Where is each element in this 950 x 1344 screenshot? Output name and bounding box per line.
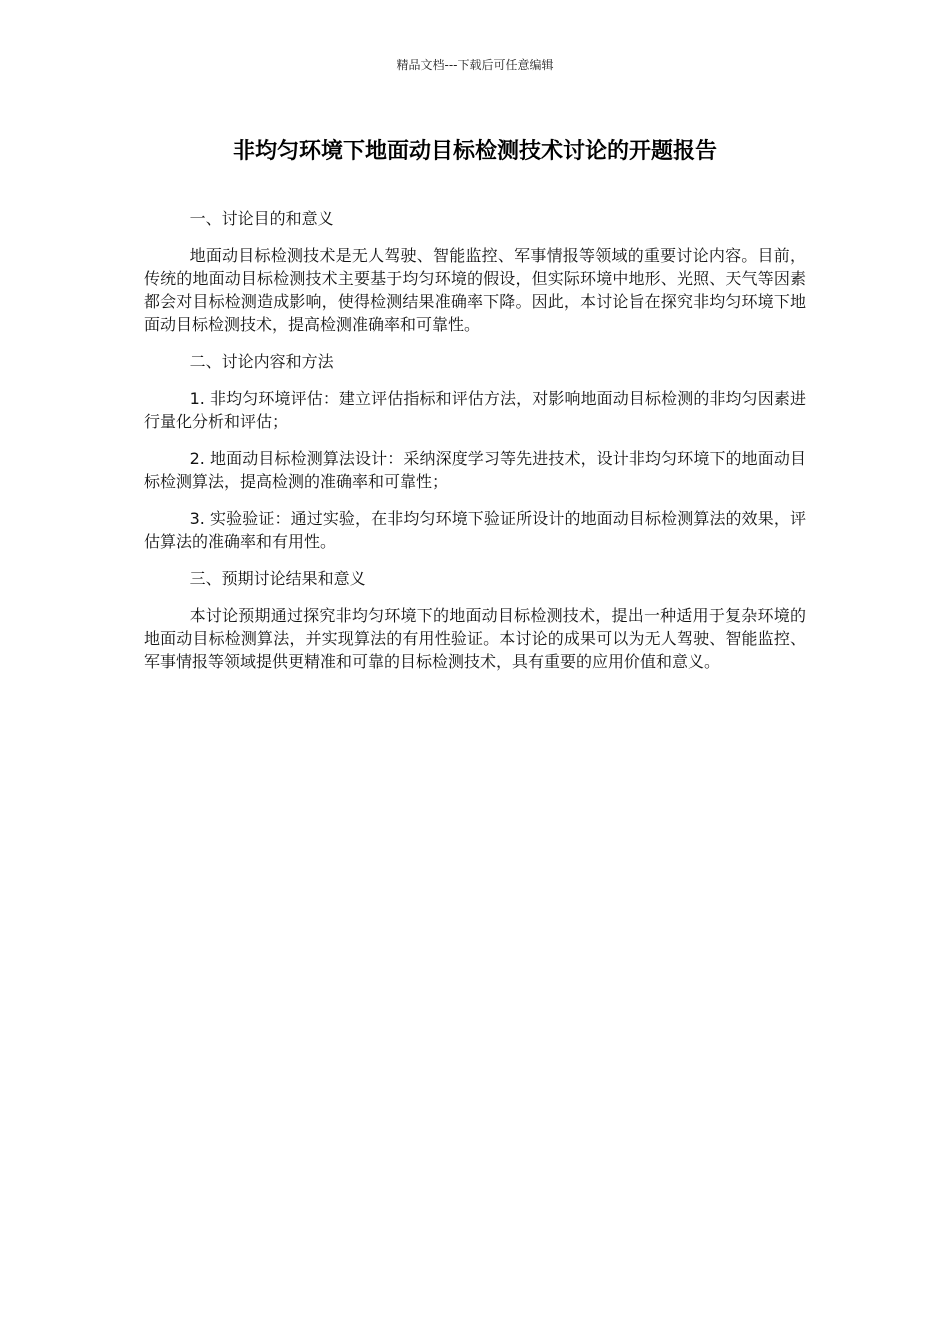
list-item-experiment: 3. 实验验证：通过实验，在非均匀环境下验证所设计的地面动目标检测算法的效果，评估算法的准确率和有用性。 (144, 509, 806, 551)
section-paragraph-purpose: 地面动目标检测技术是无人驾驶、智能监控、军事情报等领域的重要讨论内容。目前，传统的地面动目标检测技术主要基于均匀环境的假设，但实际环境中地形、光照、天气等因素都会对目标检测造成影响，使得检测结果准确率下降。因此，本讨论旨在探究非均匀环境下地面动目标检测技术，提高检测准确率和可靠性。 (144, 246, 806, 334)
list-item-algorithm-design: 2. 地面动目标检测算法设计：采纳深度学习等先进技术，设计非均匀环境下的地面动目标检测算法，提高检测的准确率和可靠性； (144, 449, 806, 491)
section-heading-expected-results: 三、预期讨论结果和意义 (189, 569, 366, 588)
document-body (144, 207, 806, 687)
section-heading-content-methods: 二、讨论内容和方法 (189, 352, 334, 371)
section-paragraph-expected-results: 本讨论预期通过探究非均匀环境下的地面动目标检测技术，提出一种适用于复杂环境的地面动目标检测算法，并实现算法的有用性验证。本讨论的成果可以为无人驾驶、智能监控、军事情报等领域提供更精准和可靠的目标检测技术，具有重要的应用价值和意义。 (144, 606, 806, 671)
section-heading-purpose: 一、讨论目的和意义 (189, 209, 334, 228)
document-title: 非均匀环境下地面动目标检测技术讨论的开题报告 (232, 139, 717, 164)
list-item-evaluation: 1. 非均匀环境评估：建立评估指标和评估方法，对影响地面动目标检测的非均匀因素进行量化分析和评估； (144, 389, 806, 431)
page-header-note: 精品文档---下载后可任意编辑 (396, 58, 554, 72)
